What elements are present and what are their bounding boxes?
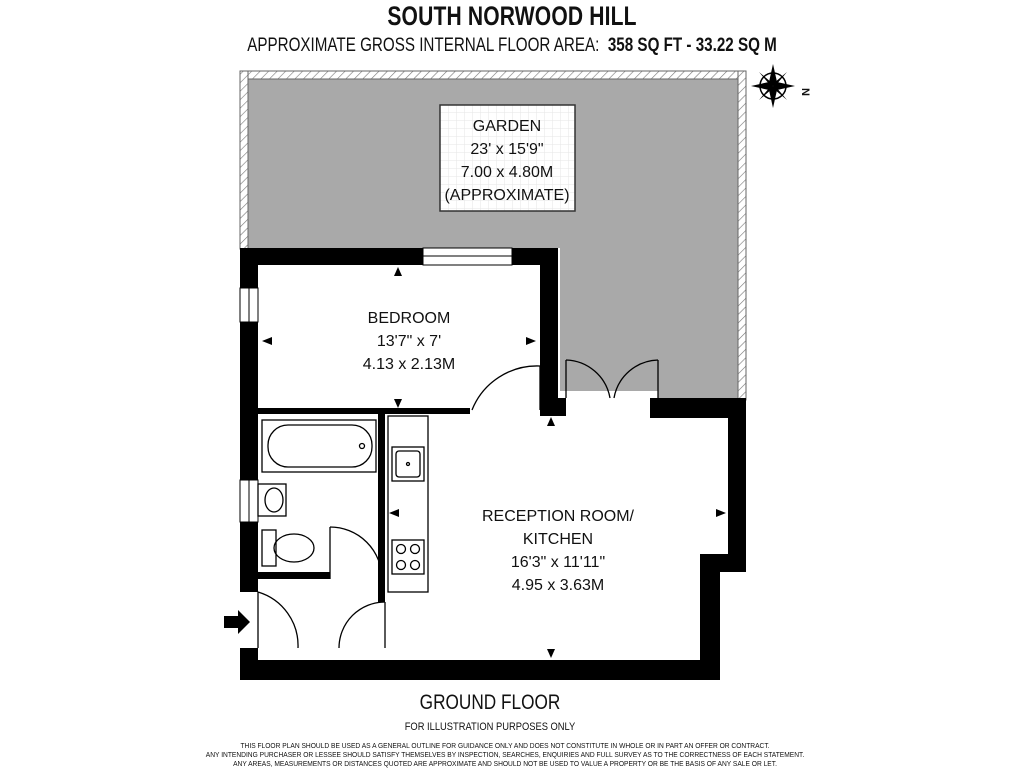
garden-label-box — [440, 105, 575, 211]
garden-fence-right — [738, 71, 746, 400]
garden-metric: 7.00 x 4.80M — [460, 164, 554, 181]
garden-imperial: 23' x 15'9" — [470, 141, 544, 158]
illustration-note: FOR ILLUSTRATION PURPOSES ONLY — [404, 721, 576, 733]
bedroom-name: BEDROOM — [367, 310, 451, 327]
page-title: SOUTH NORWOOD HILL — [387, 1, 637, 31]
garden-note: (APPROXIMATE) — [444, 187, 570, 204]
floor-area-label: APPROXIMATE GROSS INTERNAL FLOOR AREA: — [247, 35, 600, 56]
entrance-arrow-icon — [224, 610, 250, 634]
disclaimer — [51, 741, 960, 768]
floor-label: GROUND FLOOR — [419, 691, 561, 714]
garden-name: GARDEN — [472, 118, 542, 135]
bedroom-metric: 4.13 x 2.13M — [362, 356, 456, 373]
reception-name-line2: KITCHEN — [522, 531, 594, 548]
bedroom-window — [423, 248, 512, 265]
disclaimer-line: ANY AREAS, MEASUREMENTS OR DISTANCES QUOTED ARE APPROXIMATE AND SHOULD NOT BE USED TO VALUE A PROPERTY OR BE THE BASIS OF ANY SALE OR LET. — [233, 759, 777, 768]
disclaimer-line: THIS FLOOR PLAN SHOULD BE USED AS A GENERAL OUTLINE FOR GUIDANCE ONLY AND DOES NOT CONSTITUTE IN WHOLE OR IN PART AN OFFER OR CONTRACT. — [240, 741, 770, 750]
compass-north-label: N — [799, 88, 811, 96]
reception-imperial: 16'3" x 11'11" — [510, 554, 606, 571]
bedroom-imperial: 13'7" x 7' — [376, 333, 442, 350]
left-window-bathroom — [240, 480, 258, 522]
garden-fence-left — [240, 71, 248, 249]
left-window-bedroom — [240, 288, 258, 322]
garden-fence-top — [240, 71, 746, 79]
compass-rose-icon — [751, 64, 795, 108]
floor-area-value: 358 SQ FT - 33.22 SQ M — [607, 35, 777, 56]
disclaimer-line: ANY INTENDING PURCHASER OR LESSEE SHOULD SATISFY THEMSELVES BY INSPECTION, SEARCHES, ENQUIRIES AND FULL SURVEY AS TO THE CORRECTNESS OF EACH STATEMENT. — [205, 750, 805, 759]
reception-metric: 4.95 x 3.63M — [511, 577, 605, 594]
reception-name-line1: RECEPTION ROOM/ — [481, 508, 635, 525]
